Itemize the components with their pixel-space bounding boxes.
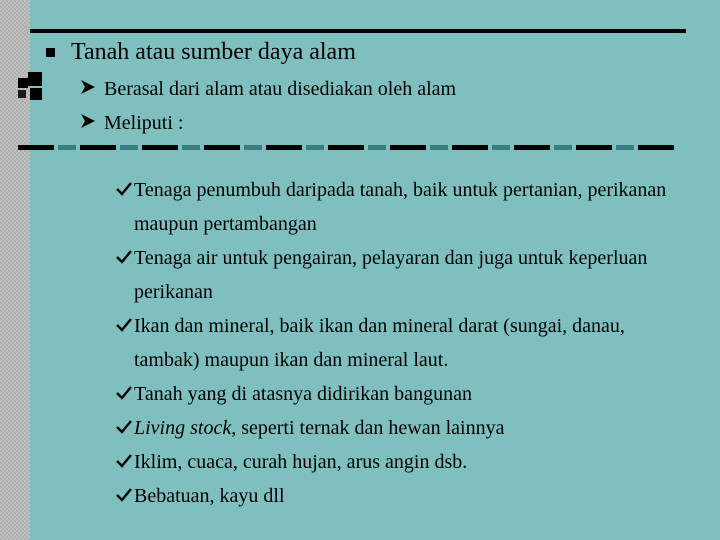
- checklist-item: [116, 411, 686, 445]
- subpoint-text: Meliputi :: [104, 112, 184, 134]
- checkmark-icon: [116, 241, 134, 264]
- checklist-text: Iklim, cuaca, curah hujan, arus angin dsb.: [134, 451, 468, 473]
- square-bullet-icon: [46, 48, 55, 57]
- subpoint-text: Berasal dari alam atau disediakan oleh alam: [104, 78, 457, 100]
- checklist-item: [116, 445, 686, 479]
- checklist-text: Bebatuan, kayu dll: [134, 485, 285, 507]
- arrow-bullet-icon: [80, 74, 98, 104]
- checkmark-icon: [116, 173, 134, 196]
- checklist-text: Tanah yang di atasnya didirikan bangunan: [134, 383, 472, 405]
- decorative-square: [18, 90, 26, 98]
- checkmark-icon: [116, 411, 134, 434]
- checklist-item: [116, 309, 686, 377]
- checkmark-icon: [116, 377, 134, 400]
- decorative-square: [28, 72, 42, 86]
- checklist: [116, 173, 686, 513]
- checklist-text: Tenaga air untuk pengairan, pelayaran dan juga untuk keperluan perikanan: [134, 247, 648, 303]
- dashed-divider: [18, 145, 678, 150]
- checklist-item: [116, 377, 686, 411]
- checklist-italic-text: Living stock: [134, 417, 232, 439]
- subpoint-item: [80, 74, 456, 104]
- decorative-square: [18, 78, 28, 88]
- checkmark-icon: [116, 445, 134, 468]
- checklist-text: Ikan dan mineral, baik ikan dan mineral darat (sungai, danau, tambak) maupun ikan dan mineral laut.: [134, 315, 625, 371]
- top-rule: [30, 29, 686, 33]
- decorative-square: [30, 88, 42, 100]
- checkmark-icon: [116, 479, 134, 502]
- checklist-item: [116, 173, 686, 241]
- heading-line: [46, 34, 356, 70]
- subpoint-item: [80, 108, 183, 138]
- checklist-item: [116, 479, 686, 513]
- checklist-text: Tenaga penumbuh daripada tanah, baik untuk pertanian, perikanan maupun pertambangan: [134, 179, 667, 235]
- checklist-text: , seperti ternak dan hewan lainnya: [231, 417, 505, 439]
- checkmark-icon: [116, 309, 134, 332]
- arrow-bullet-icon: [80, 108, 98, 138]
- checklist-item: [116, 241, 686, 309]
- heading-text: Tanah atau sumber daya alam: [71, 39, 356, 65]
